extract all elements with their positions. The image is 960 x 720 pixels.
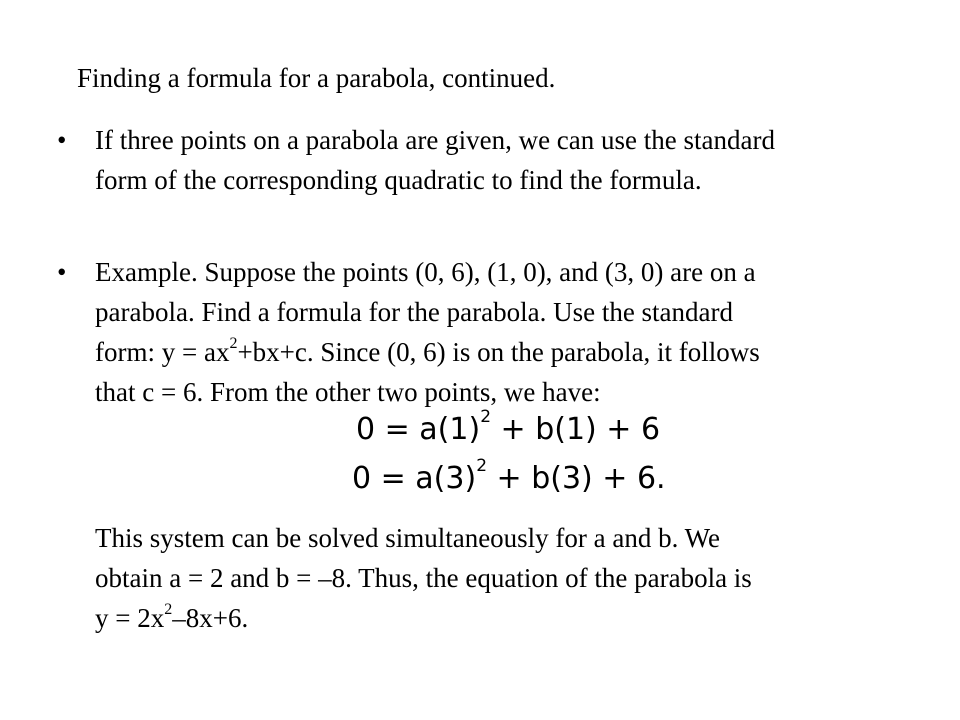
bullet1-line1: If three points on a parabola are given, we can use the standard [95, 125, 775, 155]
conclusion-line3-post: –8x+6. [172, 603, 249, 633]
bullet1-line2: form of the corresponding quadratic to find the formula. [95, 165, 702, 195]
conclusion-line2: obtain a = 2 and b = –8. Thus, the equation of the parabola is [95, 563, 752, 593]
bullet2-line3 [95, 332, 915, 372]
conclusion-line1: This system can be solved simultaneously for a and b. We [95, 523, 720, 553]
equation-1-post: + b(1) + 6 [491, 412, 661, 447]
equation-1 [356, 407, 661, 448]
conclusion-line3-exponent: 2 [164, 601, 173, 618]
slide-title: Finding a formula for a parabola, continued. [77, 63, 556, 93]
bullet2-line3-pre: form: y = ax [95, 337, 230, 367]
bullet2-line1: Example. Suppose the points (0, 6), (1, 0), and (3, 0) are on a [95, 257, 756, 287]
bullet-text [95, 252, 915, 412]
bullet-marker: • [57, 125, 67, 155]
bullet2-line4: that c = 6. From the other two points, we have: [95, 377, 601, 407]
bullet2-line3-exponent: 2 [229, 335, 238, 352]
bullet-marker: • [57, 257, 67, 287]
equation-1-exponent: 2 [480, 407, 492, 427]
conclusion-paragraph [95, 518, 752, 638]
equation-2-post: + b(3) + 6. [487, 461, 666, 496]
conclusion-line3 [95, 598, 752, 638]
equation-2 [352, 456, 666, 497]
bullet2-line2: parabola. Find a formula for the parabola. Use the standard [95, 297, 734, 327]
equation-1-pre: 0 = a(1) [356, 412, 481, 447]
equation-2-pre: 0 = a(3) [352, 461, 477, 496]
equation-2-exponent: 2 [476, 456, 488, 476]
bullet-text [95, 120, 915, 200]
bullet2-line3-post: +bx+c. Since (0, 6) is on the parabola, it follows [237, 337, 760, 367]
conclusion-line3-pre: y = 2x [95, 603, 165, 633]
